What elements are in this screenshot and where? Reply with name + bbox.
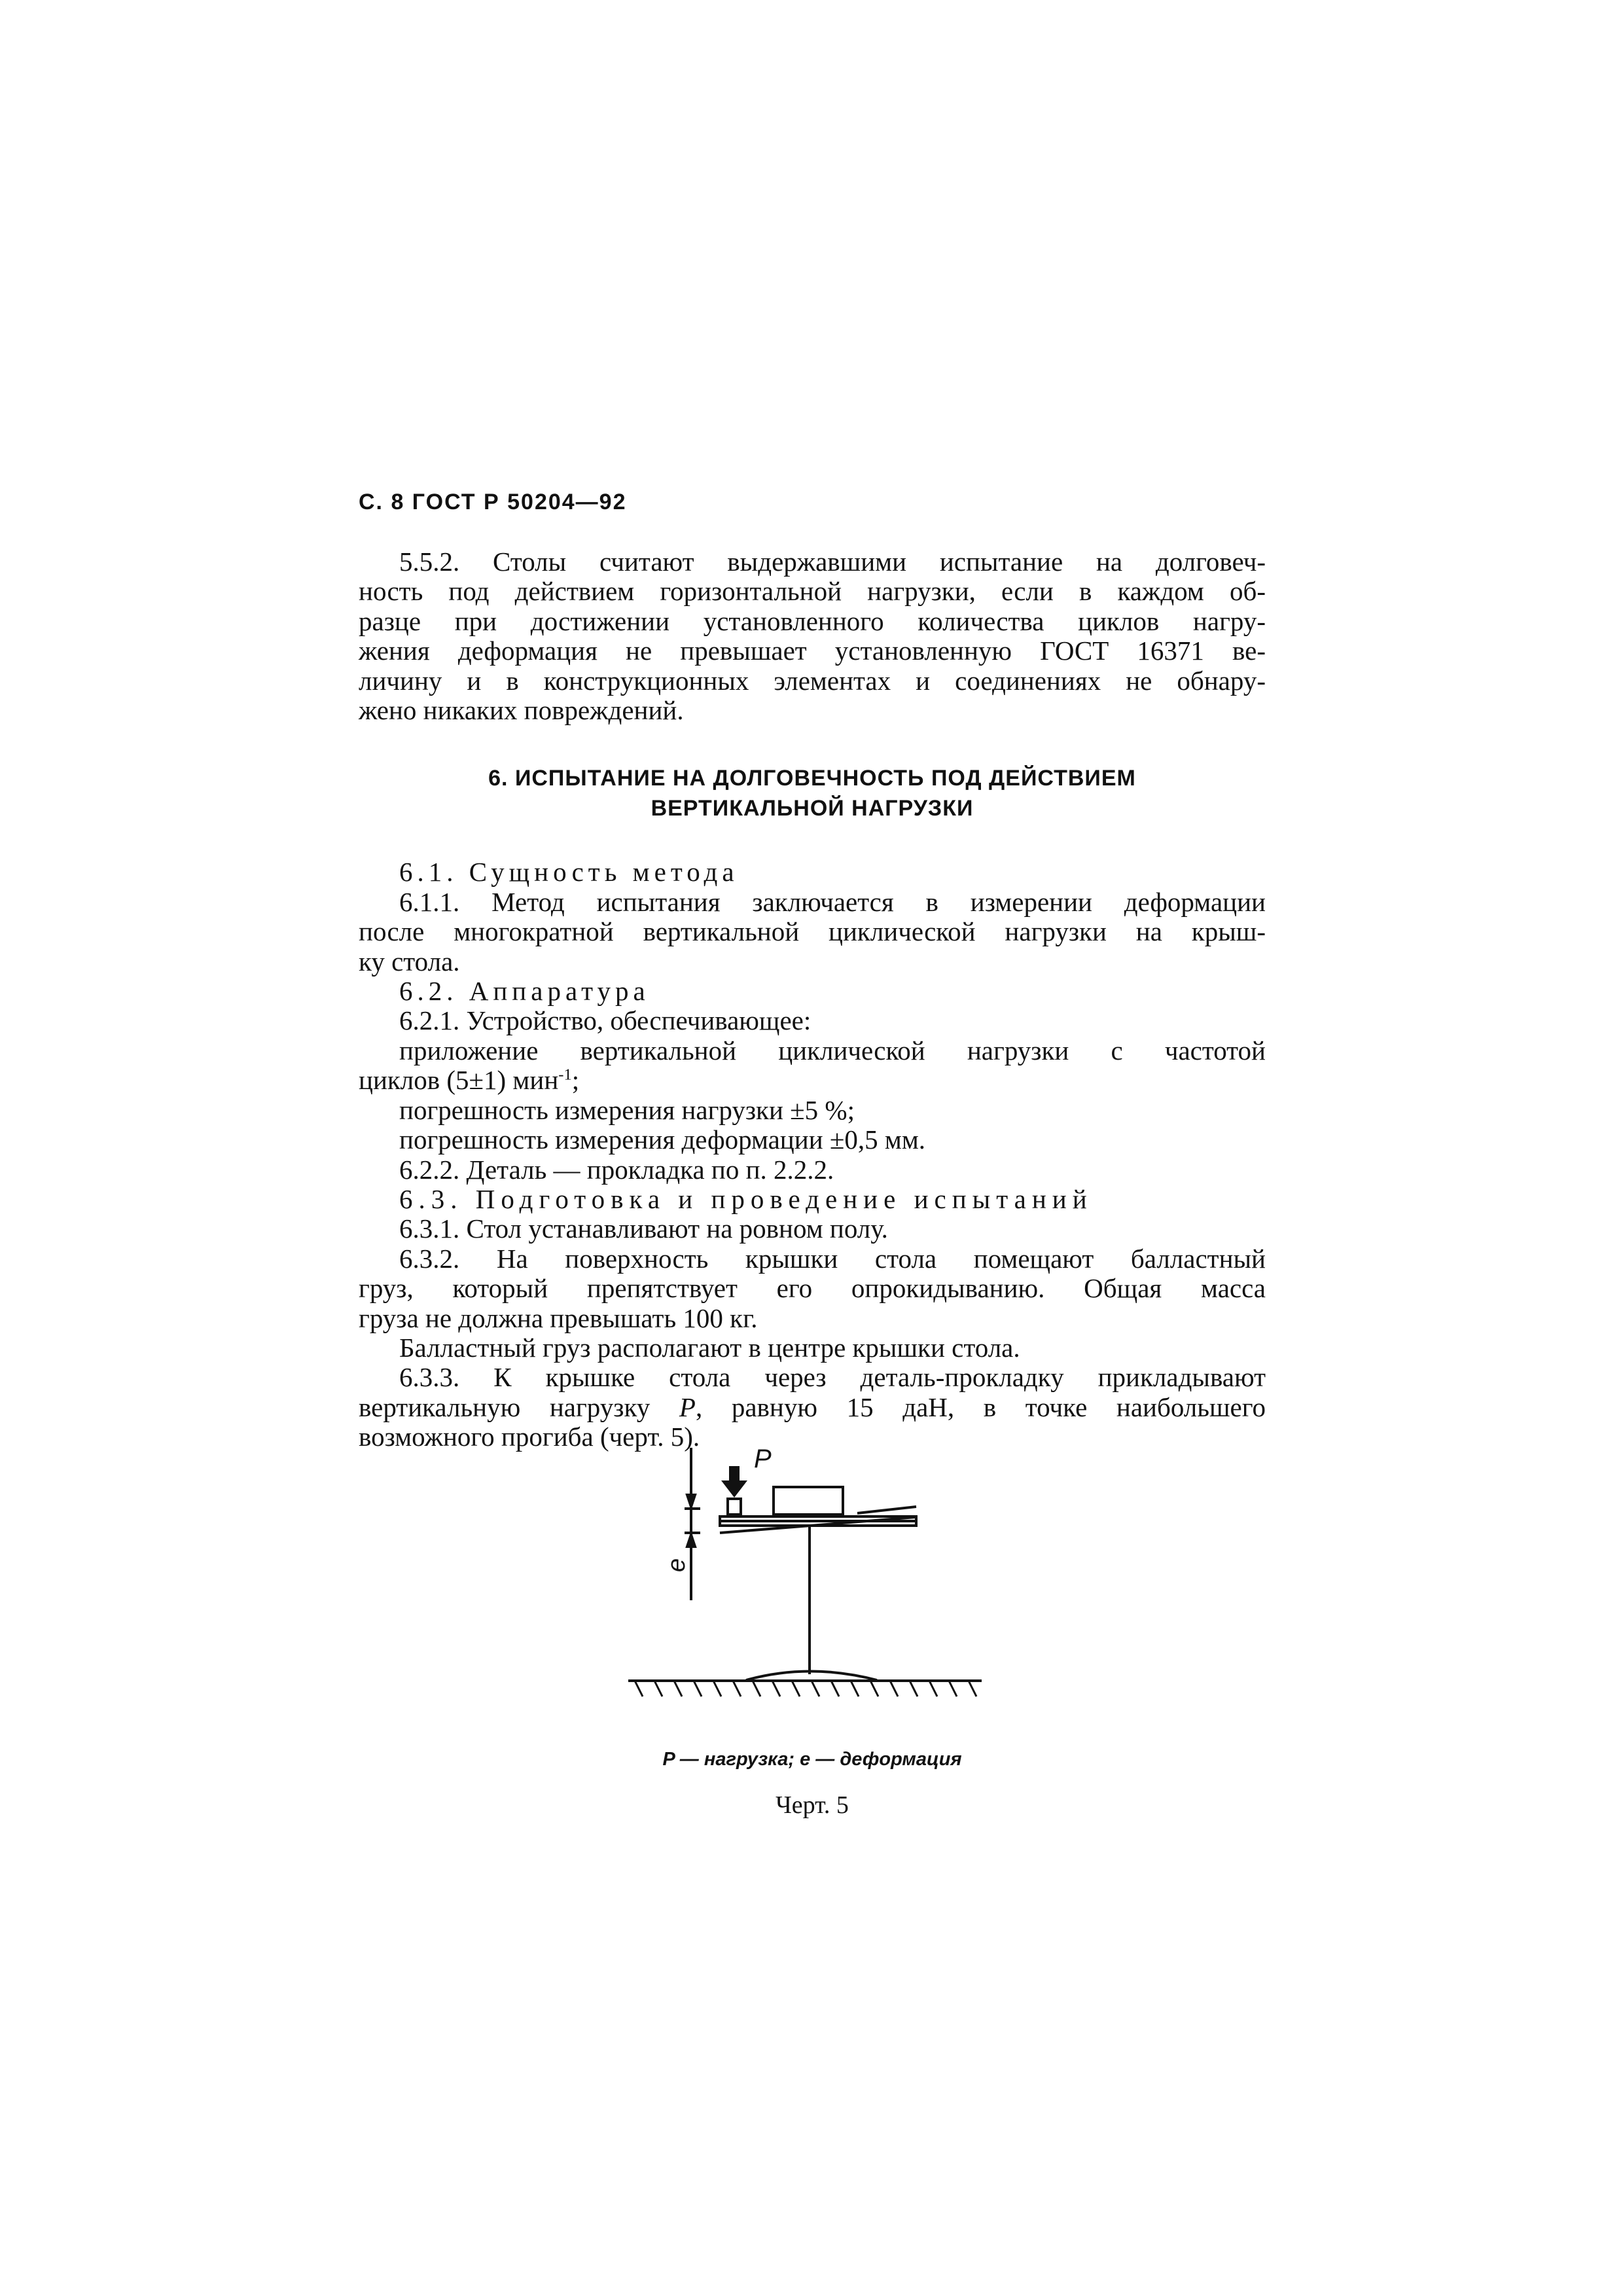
clause-5-5-2-line-4: жения деформация не превышает установленную ГОСТ 16371 ве- [359, 636, 1266, 666]
clause-6-1-1-line-2: после многократной вертикальной циклической нагрузки на крыш- [359, 916, 1266, 947]
subsection-6-1-title: 6.1. Сущность метода [399, 857, 739, 888]
clause-6-2-2: 6.2.2. Деталь — прокладка по п. 2.2.2. [399, 1154, 834, 1185]
load-text-a: вертикальную нагрузку [359, 1391, 679, 1422]
load-arrow [721, 1466, 747, 1498]
frequency-text: циклов (5±1) мин [359, 1065, 559, 1096]
ballast-weight [774, 1487, 843, 1515]
clause-6-2-1: 6.2.1. Устройство, обеспечивающее: [399, 1005, 812, 1036]
figure-caption-text: P — нагрузка; e — деформация [662, 1749, 962, 1770]
subsection-6-3-title: 6.3. Подготовка и проведение испытаний [399, 1183, 1093, 1214]
frequency-exponent: -1 [558, 1066, 572, 1084]
clause-6-3-2-line-1: 6.3.2. На поверхность крышки стола помещают балластный [399, 1243, 1266, 1274]
document-body [359, 547, 1266, 1452]
frequency-end: ; [571, 1065, 580, 1096]
clause-5-5-2-line-5: личину и в конструкционных элементах и соединениях не обнару- [359, 665, 1266, 696]
figure-number: Черт. 5 [776, 1791, 849, 1819]
clause-6-1-1-line-3: ку стола. [359, 946, 460, 977]
pad [728, 1499, 741, 1515]
clause-6-2-1-c: погрешность измерения деформации ±0,5 мм. [399, 1124, 926, 1155]
clause-5-5-2-line-1: 5.5.2. Столы считают выдержавшими испытание на долговеч- [399, 547, 1266, 577]
clause-6-3-1: 6.3.1. Стол устанавливают на ровном полу. [399, 1213, 888, 1244]
clause-6-3-2-line-2: груз, который препятствует его опрокидыванию. Общая масса [359, 1273, 1266, 1304]
clause-6-3-3-line-1: 6.3.3. К крышке стола через деталь-прокладку прикладывают [399, 1362, 1266, 1393]
clause-6-2-1-a-line-1: приложение вертикальной циклической нагрузки с частотой [399, 1035, 1266, 1066]
label-p: P [754, 1444, 772, 1473]
clause-5-5-2-line-3: разце при достижении установленного количества циклов нагру- [359, 605, 1266, 636]
leg-base [746, 1672, 877, 1681]
clause-6-3-3-line-2 [359, 1393, 1266, 1422]
deflection-line-right [857, 1507, 916, 1513]
figure-5-diagram [628, 1440, 1008, 1741]
clause-6-1-1-line-1: 6.1.1. Метод испытания заключается в измерении деформации [399, 886, 1266, 917]
clause-6-2-1-a-line-2 [359, 1066, 1266, 1095]
label-e: e [663, 1558, 690, 1572]
clause-6-3-2-line-3: груза не должна превышать 100 кг. [359, 1302, 758, 1333]
dimension-arrow-top [687, 1495, 695, 1507]
clause-5-5-2-line-6: жено никаких повреждений. [359, 695, 684, 726]
clause-5-5-2-line-2: ность под действием горизонтальной нагрузки, если в каждом об- [359, 576, 1266, 607]
load-text-b: , равную 15 даН, в точке наибольшего [695, 1391, 1266, 1422]
section-6-heading-line-2: ВЕРТИКАЛЬНОЙ НАГРУЗКИ [651, 796, 974, 821]
dimension-arrow-bottom [687, 1535, 695, 1547]
subsection-6-2-title: 6.2. Аппаратура [399, 976, 650, 1007]
clause-6-2-1-b: погрешность измерения нагрузки ±5 %; [399, 1094, 855, 1125]
clause-6-3-3-line-3: возможного прогиба (черт. 5). [359, 1422, 700, 1452]
section-6-heading [359, 763, 1266, 823]
figure-caption [359, 1749, 1266, 1770]
section-6-heading-line-1: 6. ИСПЫТАНИЕ НА ДОЛГОВЕЧНОСТЬ ПОД ДЕЙСТВИЕМ [488, 766, 1136, 791]
clause-6-3-2-b: Балластный груз располагают в центре крышки стола. [399, 1332, 1020, 1363]
load-symbol: P [679, 1391, 696, 1422]
page-header: С. 8 ГОСТ Р 50204—92 [359, 490, 627, 514]
floor-hatching [635, 1681, 976, 1696]
